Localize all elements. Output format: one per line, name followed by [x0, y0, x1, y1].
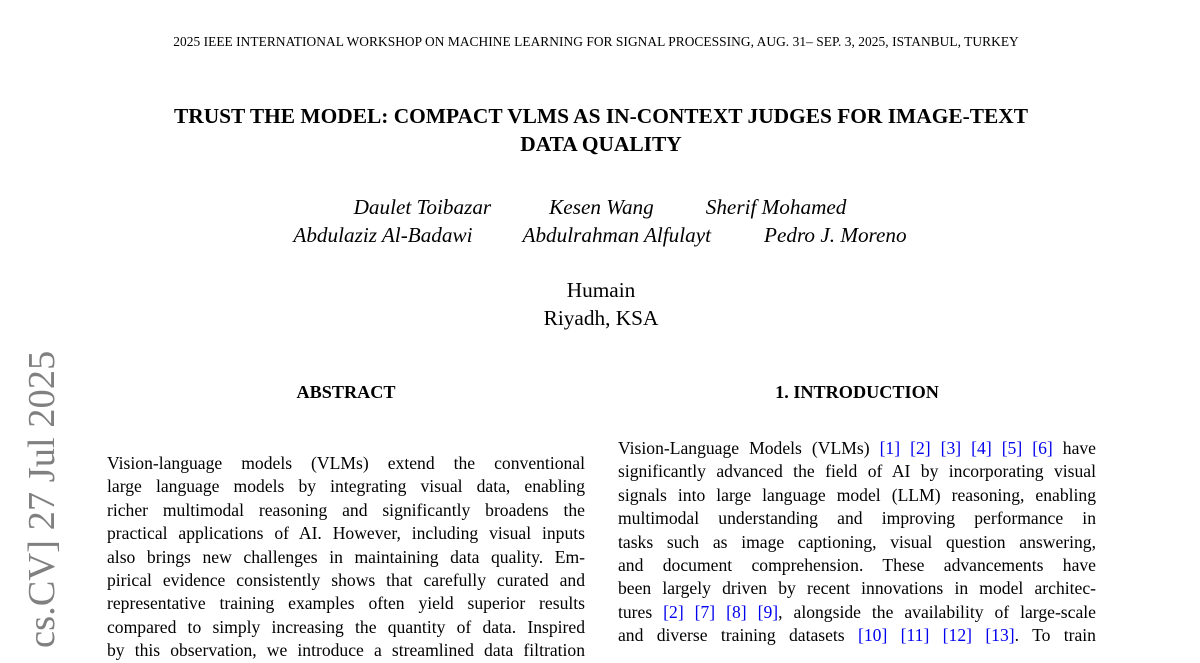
- citation-link[interactable]: [6]: [1032, 438, 1053, 458]
- abstract-line: compared to simply increasing the quantity of data. Inspired: [107, 616, 585, 637]
- affiliation-org: Humain: [566, 278, 636, 302]
- intro-text: Vision-Language Models (VLMs): [618, 438, 870, 458]
- citation-link[interactable]: [13]: [985, 625, 1015, 646]
- intro-line: tasks such as image captioning, visual question answering,: [618, 531, 1096, 552]
- intro-line: been largely driven by recent innovations in model architec-: [618, 578, 1096, 599]
- author-row-2: [0, 222, 1200, 250]
- intro-text: . To train: [1014, 625, 1096, 646]
- abstract-line: by this observation, we introduce a streamlined data filtration: [107, 640, 585, 661]
- citation-link[interactable]: [1]: [879, 438, 901, 458]
- author-name: Sherif Mohamed: [705, 195, 847, 219]
- author-name: Abdulaziz Al-Badawi: [293, 222, 473, 247]
- introduction-heading: 1. INTRODUCTION: [775, 382, 939, 402]
- author-row-1: [0, 194, 1200, 222]
- abstract-line: representative training examples often yield superior results: [107, 593, 585, 614]
- author-name: Pedro J. Moreno: [764, 222, 907, 247]
- paper-title: [0, 102, 1200, 158]
- intro-line: [618, 437, 1096, 460]
- intro-line: and document comprehension. These advancements have: [618, 554, 1096, 575]
- author-list: [0, 194, 1200, 249]
- citation-link[interactable]: [9]: [757, 601, 779, 622]
- citation-link[interactable]: [11]: [900, 625, 930, 646]
- intro-line: multimodal understanding and improving performance in: [618, 508, 1096, 529]
- citation-link[interactable]: [8]: [726, 601, 747, 622]
- abstract-line: large language models by integrating visual data, enabling: [107, 476, 585, 497]
- citation-link[interactable]: [2]: [663, 601, 684, 622]
- citation-link[interactable]: [2]: [910, 438, 931, 458]
- abstract-body: [107, 452, 585, 663]
- citation-link[interactable]: [7]: [694, 601, 716, 622]
- intro-line: [618, 624, 1096, 647]
- conference-header: 2025 IEEE INTERNATIONAL WORKSHOP ON MACHINE LEARNING FOR SIGNAL PROCESSING, AUG. 31– SEP. 3, 2025, ISTANBUL, TURKEY: [173, 34, 1019, 49]
- author-name: Daulet Toibazar: [353, 195, 492, 219]
- abstract-line: also brings new challenges in maintaining data quality. Em-: [107, 546, 585, 567]
- abstract-heading: ABSTRACT: [296, 382, 396, 402]
- citation-link[interactable]: [10]: [858, 625, 888, 646]
- title-line-1: TRUST THE MODEL: COMPACT VLMS AS IN-CONTEXT JUDGES FOR IMAGE-TEXT: [174, 104, 1028, 128]
- introduction-body: [618, 437, 1096, 648]
- citation-link[interactable]: [12]: [942, 625, 972, 646]
- intro-line: significantly advanced the field of AI by incorporating visual: [618, 461, 1096, 482]
- author-name: Abdulrahman Alfulayt: [522, 222, 712, 247]
- intro-text: , alongside the availability of large-scale: [778, 601, 1096, 622]
- abstract-line: pirical evidence consistently shows that carefully curated and: [107, 569, 585, 590]
- intro-text: and diverse training datasets: [618, 625, 845, 646]
- citation-link[interactable]: [5]: [1001, 438, 1023, 458]
- intro-line: [618, 601, 1096, 624]
- intro-text: have: [1062, 438, 1096, 458]
- abstract-line: practical applications of AI. However, including visual inputs: [107, 523, 585, 544]
- intro-line: signals into large language model (LLM) reasoning, enabling: [618, 484, 1096, 505]
- abstract-line: richer multimodal reasoning and significantly broadens the: [107, 499, 585, 520]
- abstract-line: Vision-language models (VLMs) extend the conventional: [107, 453, 585, 473]
- title-line-2: DATA QUALITY: [520, 132, 682, 156]
- arxiv-stamp: cs.CV] 27 Jul 2025: [21, 350, 63, 648]
- affiliation-location: Riyadh, KSA: [543, 306, 659, 330]
- affiliation: [0, 276, 1200, 332]
- citation-link[interactable]: [3]: [940, 438, 962, 458]
- author-name: Kesen Wang: [549, 195, 654, 219]
- intro-text: tures: [618, 601, 653, 622]
- citation-link[interactable]: [4]: [971, 438, 992, 458]
